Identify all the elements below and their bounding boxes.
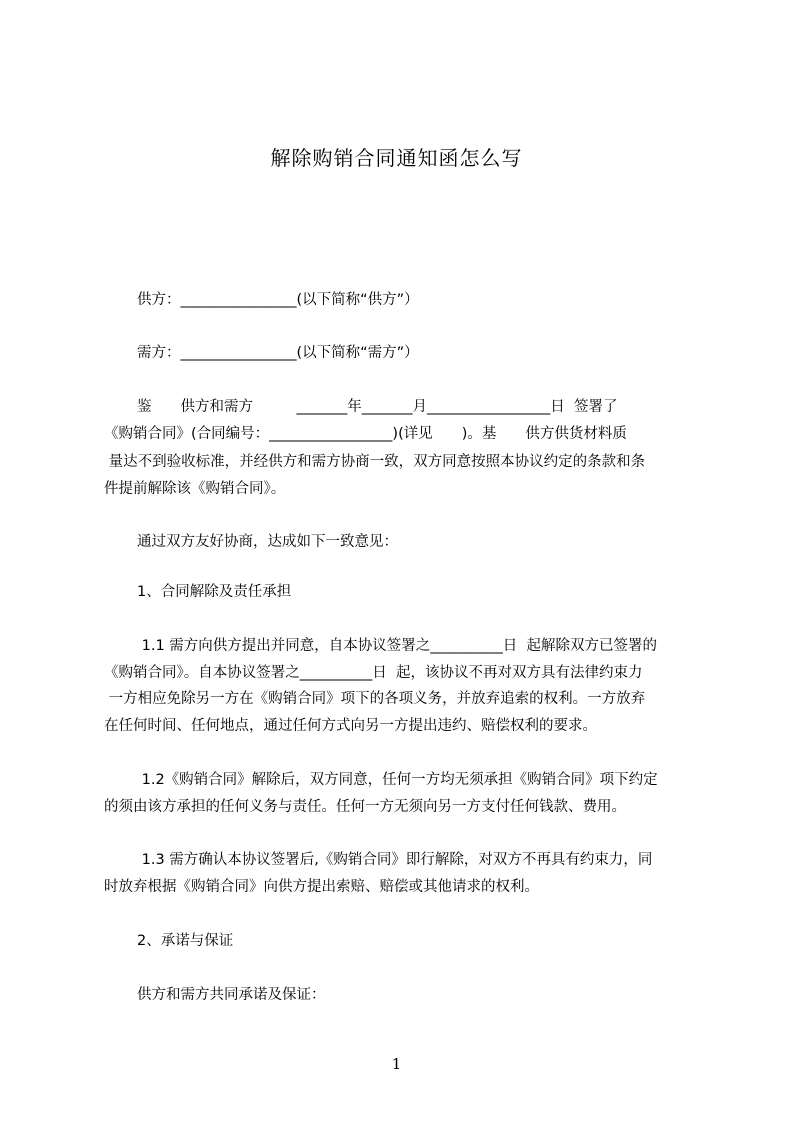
intro-line: 件提前解除该《购销合同》。 (104, 481, 286, 497)
clause-1-1-line: 《购销合同》。自本协议签署之__________日 起，该协议不再对双方具有法律约束力 (104, 665, 643, 681)
consensus-line: 通过双方友好协商，达成如下一致意见： (137, 534, 398, 550)
clause-1-3-line: 1.3 需方确认本协议签署后,《购销合同》即行解除，对双方不再具有约束力，同 (137, 852, 653, 868)
clause-1-2-line: 1.2《购销合同》解除后，双方同意，任何一方均无须承担《购销合同》项下约定 (137, 772, 658, 788)
intro-line: 鉴 供方和需方 _______年_______月_________________日 签署了 (137, 399, 618, 415)
supplier-line: 供方：________________(以下简称“供方”） (137, 292, 419, 308)
clause-1-3-line: 时放弃根据《购销合同》向供方提出索赔、赔偿或其他请求的权利。 (104, 879, 539, 895)
section-heading: 1、合同解除及责任承担 (137, 584, 292, 600)
intro-line: 《购销合同》(合同编号：_________________)(详见 )。基 供方供货材料质 (104, 426, 627, 442)
section-heading: 2、承诺与保证 (137, 933, 234, 949)
clause-1-1-line: 一方相应免除另一方在《购销合同》项下的各项义务，并放弃追索的权利。一方放弃 (104, 691, 646, 707)
commitment-line: 供方和需方共同承诺及保证： (137, 987, 326, 1003)
document-title: 解除购销合同通知函怎么写 (270, 146, 523, 170)
page-number: 1 (391, 1055, 402, 1073)
clause-1-1-line: 在任何时间、任何地点，通过任何方式向另一方提出违约、赔偿权利的要求。 (104, 718, 597, 734)
intro-line: 量达不到验收标准，并经供方和需方协商一致，双方同意按照本协议约定的条款和条 (104, 454, 646, 470)
clause-1-1-line: 1.1 需方向供方提出并同意，自本协议签署之__________日 起解除双方已签署的 (137, 638, 657, 654)
clause-1-2-line: 的须由该方承担的任何义务与责任。任何一方无须向另一方支付任何钱款、费用。 (104, 799, 626, 815)
buyer-line: 需方：________________(以下简称“需方”） (137, 345, 419, 361)
